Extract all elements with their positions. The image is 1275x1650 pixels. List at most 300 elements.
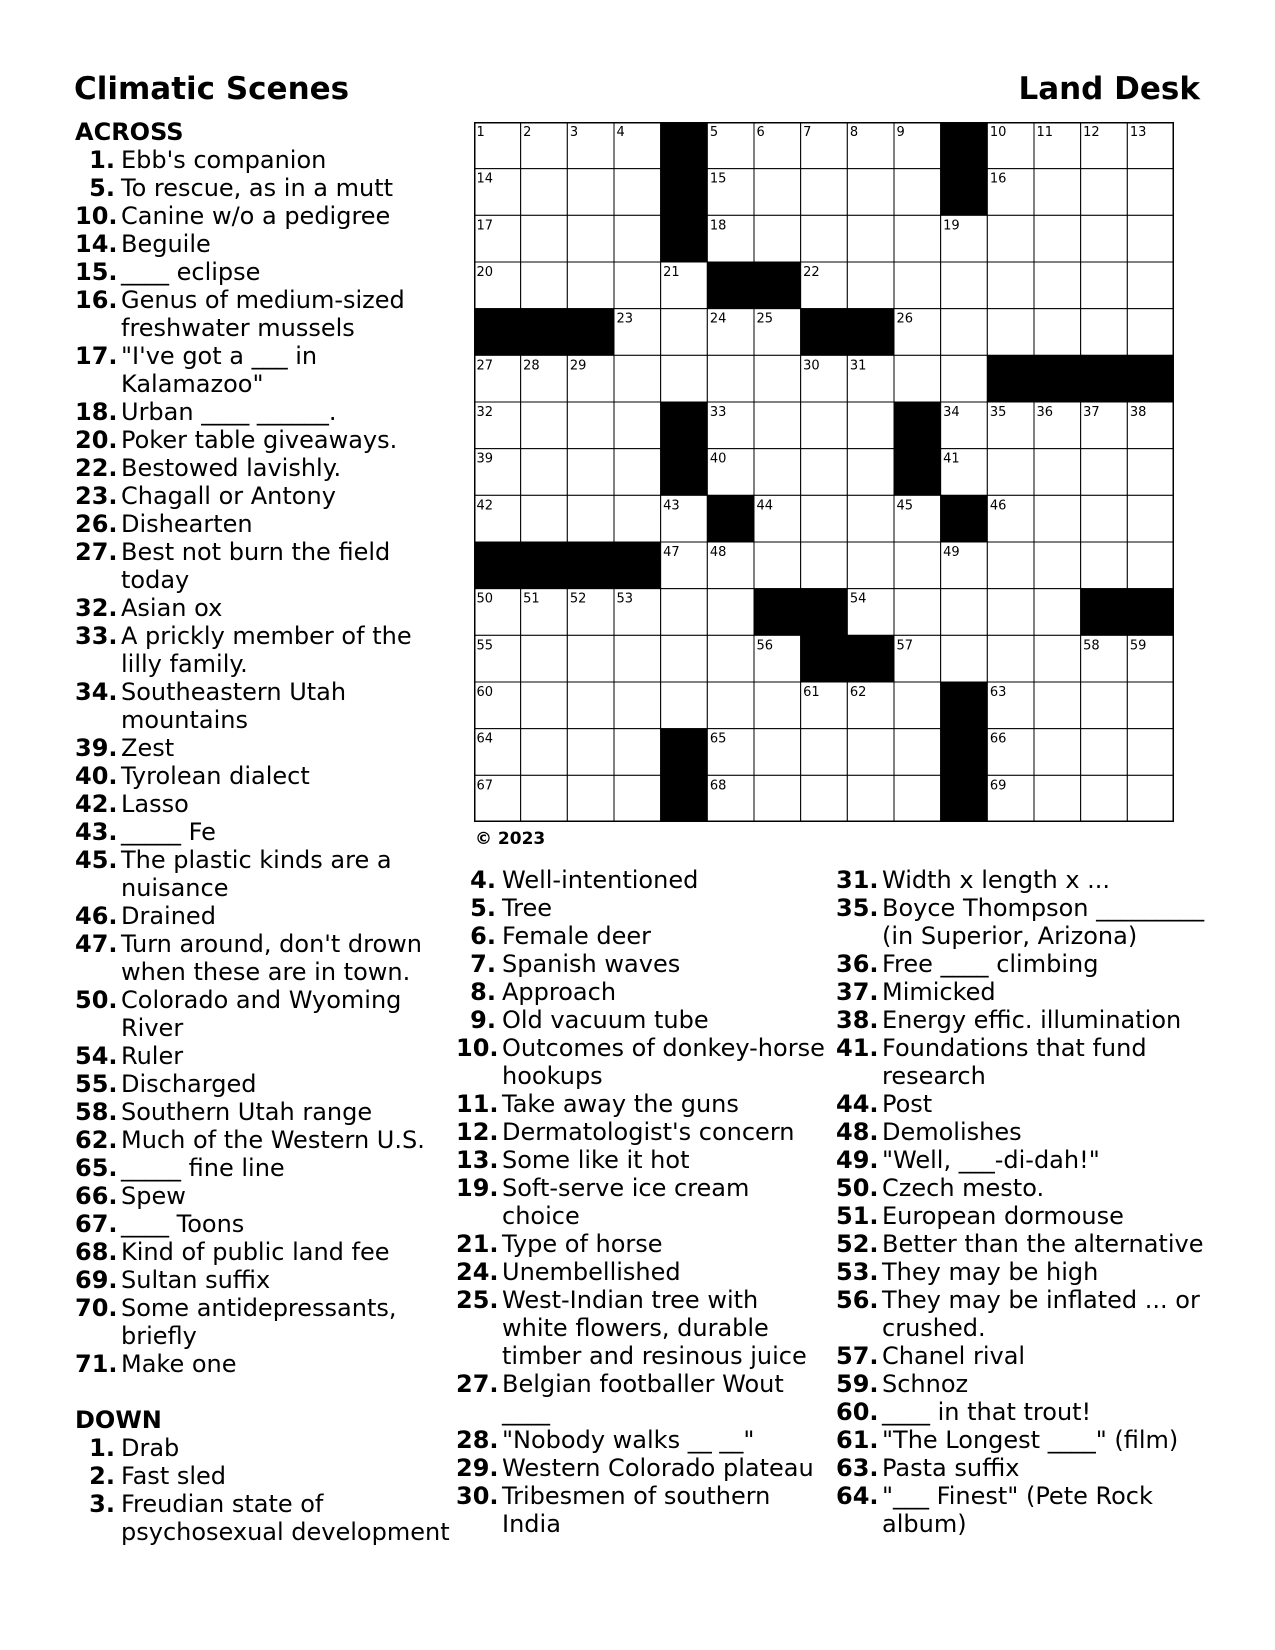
clue-number: 66. [75,1182,118,1210]
across-clue-list [75,146,455,1378]
clue-item[interactable] [75,1294,455,1350]
clue-item[interactable] [75,762,455,790]
grid-cell[interactable] [754,729,801,776]
cell-number: 48 [709,545,727,560]
clue-item[interactable] [836,1230,1216,1258]
clue-item[interactable] [836,1398,1216,1426]
puzzle-title: Climatic Scenes [74,71,350,107]
clue-number: 35. [836,894,879,922]
clue-number: 37. [836,978,879,1006]
clue-item[interactable] [836,866,1216,894]
grid-cell[interactable] [941,262,988,309]
grid-cell[interactable] [1034,169,1081,216]
clue-text: They may be inflated ... or crushed. [882,1286,1200,1342]
clue-item[interactable] [75,902,455,930]
grid-block [847,635,894,682]
grid-cell[interactable] [614,169,661,216]
grid-cell[interactable] [847,495,894,542]
clue-item[interactable] [836,1482,1216,1538]
clue-item[interactable] [75,790,455,818]
clue-item[interactable] [75,734,455,762]
grid-cell[interactable] [987,542,1034,589]
grid-cell[interactable] [754,215,801,262]
grid-cell[interactable] [847,729,894,776]
grid-cell[interactable] [661,635,708,682]
grid-cell[interactable] [521,215,568,262]
clue-item[interactable] [75,454,455,482]
clue-item[interactable] [456,1034,826,1090]
grid-cell[interactable] [614,449,661,496]
grid-cell[interactable] [1127,262,1174,309]
clue-text: ____ eclipse [121,258,261,286]
grid-cell[interactable] [754,402,801,449]
grid-cell[interactable] [894,775,941,822]
grid-cell[interactable] [1081,169,1128,216]
clue-item[interactable] [836,1342,1216,1370]
grid-cell[interactable] [801,169,848,216]
grid-cell[interactable] [521,262,568,309]
grid-cell[interactable] [847,775,894,822]
clue-number: 10. [456,1034,499,1062]
grid-block [707,262,754,309]
grid-cell[interactable] [1127,449,1174,496]
grid-cell[interactable] [754,775,801,822]
clue-text: Energy effic. illumination [882,1006,1182,1034]
clue-item[interactable] [456,866,826,894]
grid-cell[interactable] [987,215,1034,262]
grid-cell[interactable] [1034,262,1081,309]
clue-number: 71. [75,1350,118,1378]
clue-item[interactable] [456,922,826,950]
cell-number: 15 [709,171,727,187]
grid-block [1081,589,1128,636]
grid-block [661,402,708,449]
clue-item[interactable] [836,1034,1216,1090]
grid-cell[interactable] [987,635,1034,682]
grid-cell[interactable] [707,589,754,636]
cell-number: 3 [569,125,579,140]
clue-item[interactable] [836,1286,1216,1342]
grid-cell[interactable] [521,635,568,682]
grid-cell[interactable] [707,355,754,402]
grid-cell[interactable] [614,355,661,402]
clue-item[interactable] [75,482,455,510]
grid-block [941,729,988,776]
clue-item[interactable] [75,1266,455,1294]
cell-number: 64 [476,731,494,747]
clue-item[interactable] [75,1042,455,1070]
clue-item[interactable] [456,1146,826,1174]
grid-cell[interactable] [707,682,754,729]
clue-item[interactable] [456,1286,826,1370]
clue-text: Type of horse [502,1230,663,1258]
clue-number: 34. [75,678,118,706]
cell-number: 21 [663,265,680,280]
grid-block [567,542,614,589]
clue-text: Old vacuum tube [502,1006,709,1034]
clue-item[interactable] [75,1350,455,1378]
grid-cell[interactable] [987,309,1034,356]
clue-item[interactable] [75,1490,455,1546]
grid-cell[interactable] [521,449,568,496]
clue-item[interactable] [836,978,1216,1006]
clue-number: 48. [836,1118,879,1146]
cell-number: 9 [896,125,905,140]
cell-number: 2 [523,125,532,140]
grid-cell[interactable] [1034,449,1081,496]
clue-number: 43. [75,818,118,846]
down-clues-second [456,866,826,1538]
grid-cell[interactable] [567,729,614,776]
grid-cell[interactable] [847,449,894,496]
grid-cell[interactable] [521,682,568,729]
grid-cell[interactable] [941,309,988,356]
grid-cell[interactable] [567,169,614,216]
grid-cell[interactable] [1127,682,1174,729]
clue-item[interactable] [836,894,1216,950]
clue-text: Foundations that fund research [882,1034,1147,1090]
grid-cell[interactable] [1034,775,1081,822]
cell-number: 54 [849,591,867,607]
grid-cell[interactable] [1034,309,1081,356]
grid-cell[interactable] [801,402,848,449]
grid-cell[interactable] [1034,215,1081,262]
cell-number: 12 [1083,125,1100,140]
clue-text: Sultan suffix [121,1266,271,1294]
grid-cell[interactable] [1081,729,1128,776]
grid-cell[interactable] [987,589,1034,636]
clue-number: 7. [470,950,496,978]
cell-number: 31 [849,358,867,374]
clue-item[interactable] [836,1006,1216,1034]
clue-item[interactable] [836,1118,1216,1146]
clue-item[interactable] [456,1174,826,1230]
grid-cell[interactable] [567,635,614,682]
clue-item[interactable] [456,1482,826,1538]
clue-number: 1. [89,1434,115,1462]
clue-item[interactable] [456,978,826,1006]
cell-number: 38 [1129,405,1147,420]
clue-item[interactable] [75,538,455,594]
grid-cell[interactable] [1034,729,1081,776]
clue-number: 68. [75,1238,118,1266]
clue-item[interactable] [75,398,455,426]
clue-item[interactable] [75,202,455,230]
grid-block [941,775,988,822]
grid-cell[interactable] [661,682,708,729]
cell-number: 8 [849,125,859,140]
clue-text: They may be high [882,1258,1099,1286]
clue-text: Post [882,1090,933,1118]
clue-item[interactable] [75,146,455,174]
grid-cell[interactable] [567,262,614,309]
clue-item[interactable] [456,1090,826,1118]
clue-text: Belgian footballer Wout ____ [502,1370,784,1426]
grid-cell[interactable] [521,775,568,822]
grid-cell[interactable] [894,262,941,309]
grid-cell[interactable] [894,682,941,729]
grid-cell[interactable] [614,495,661,542]
grid-block [941,495,988,542]
grid-cell[interactable] [1034,682,1081,729]
clue-item[interactable] [75,342,455,398]
grid-block [1034,355,1081,402]
down-clue-list-1 [75,1434,455,1546]
grid-cell[interactable] [614,682,661,729]
clue-number: 67. [75,1210,118,1238]
grid-cell[interactable] [1081,682,1128,729]
grid-block [474,542,521,589]
grid-block [801,309,848,356]
cell-number: 35 [989,405,1007,420]
grid-cell[interactable] [1127,729,1174,776]
grid-block [661,729,708,776]
grid-cell[interactable] [614,635,661,682]
grid-cell[interactable] [1081,449,1128,496]
grid-block [941,682,988,729]
clue-item[interactable] [75,258,455,286]
grid-cell[interactable] [707,635,754,682]
clue-item[interactable] [75,1210,455,1238]
clue-item[interactable] [75,426,455,454]
clue-item[interactable] [456,1258,826,1286]
cell-number: 36 [1036,405,1054,420]
grid-cell[interactable] [614,402,661,449]
grid-cell[interactable] [1127,215,1174,262]
clue-number: 64. [836,1482,879,1510]
grid-cell[interactable] [894,589,941,636]
grid-cell[interactable] [614,775,661,822]
clue-text: Canine w/o a pedigree [121,202,391,230]
clue-item[interactable] [75,1154,455,1182]
clue-text: Beguile [121,230,211,258]
clue-item[interactable] [75,1434,455,1462]
clue-item[interactable] [75,594,455,622]
grid-cell[interactable] [801,215,848,262]
grid-cell[interactable] [1081,542,1128,589]
clue-item[interactable] [836,1370,1216,1398]
clue-number: 42. [75,790,118,818]
grid-cell[interactable] [1081,495,1128,542]
grid-cell[interactable] [847,262,894,309]
grid-cell[interactable] [754,169,801,216]
clue-item[interactable] [456,1370,826,1426]
cell-number: 61 [803,685,820,700]
grid-cell[interactable] [614,729,661,776]
clue-item[interactable] [75,818,455,846]
grid-cell[interactable] [1034,495,1081,542]
grid-cell[interactable] [801,495,848,542]
clue-item[interactable] [456,1118,826,1146]
clue-number: 50. [75,986,118,1014]
grid-cell[interactable] [894,542,941,589]
clue-text: A prickly member of the lilly family. [121,622,412,678]
clue-item[interactable] [75,1126,455,1154]
clue-number: 11. [456,1090,499,1118]
clue-item[interactable] [75,510,455,538]
clue-item[interactable] [75,1070,455,1098]
grid-cell[interactable] [1034,635,1081,682]
clue-number: 32. [75,594,118,622]
grid-cell[interactable] [567,682,614,729]
grid-cell[interactable] [661,355,708,402]
clue-number: 29. [456,1454,499,1482]
grid-cell[interactable] [521,729,568,776]
clue-item[interactable] [75,1098,455,1126]
grid-cell[interactable] [1034,589,1081,636]
down-clue-list-3 [836,866,1216,1538]
grid-cell[interactable] [894,729,941,776]
clue-text: Approach [502,978,617,1006]
clue-number: 47. [75,930,118,958]
grid-cell[interactable] [847,402,894,449]
grid-cell[interactable] [614,262,661,309]
grid-cell[interactable] [801,542,848,589]
grid-cell[interactable] [661,589,708,636]
clue-number: 1. [89,146,115,174]
grid-cell[interactable] [614,215,661,262]
clue-item[interactable] [75,286,455,342]
grid-cell[interactable] [567,449,614,496]
clue-number: 20. [75,426,118,454]
grid-block [754,589,801,636]
clue-text: ____ Toons [121,1210,245,1238]
clue-item[interactable] [836,1202,1216,1230]
cell-number: 11 [1036,125,1054,140]
grid-cell[interactable] [567,495,614,542]
clue-number: 62. [75,1126,118,1154]
grid-cell[interactable] [521,495,568,542]
grid-cell[interactable] [941,355,988,402]
clue-text: Pasta suffix [882,1454,1020,1482]
grid-cell[interactable] [1127,169,1174,216]
clue-number: 2. [89,1462,115,1490]
clue-item[interactable] [456,894,826,922]
grid-cell[interactable] [894,215,941,262]
clue-text: Demolishes [882,1118,1022,1146]
grid-cell[interactable] [754,449,801,496]
cell-number: 27 [476,358,494,374]
clue-item[interactable] [456,1454,826,1482]
grid-block [801,635,848,682]
grid-cell[interactable] [1081,262,1128,309]
clue-item[interactable] [836,1146,1216,1174]
grid-block [661,449,708,496]
clue-item[interactable] [836,1090,1216,1118]
clue-item[interactable] [75,230,455,258]
clue-number: 44. [836,1090,879,1118]
clue-item[interactable] [75,1462,455,1490]
grid-block [474,309,521,356]
grid-block [941,122,988,169]
grid-cell[interactable] [521,402,568,449]
clue-item[interactable] [456,950,826,978]
cell-number: 1 [476,125,485,140]
grid-cell[interactable] [1081,309,1128,356]
clue-text: The plastic kinds are a nuisance [121,846,392,902]
grid-cell[interactable] [1127,309,1174,356]
clue-number: 9. [470,1006,496,1034]
grid-cell[interactable] [567,402,614,449]
clue-item[interactable] [75,622,455,678]
grid-cell[interactable] [941,589,988,636]
grid-cell[interactable] [847,169,894,216]
clue-number: 16. [75,286,118,314]
cell-number: 33 [709,405,727,420]
grid-cell[interactable] [1127,542,1174,589]
grid-cell[interactable] [567,775,614,822]
grid-cell[interactable] [847,542,894,589]
clue-item[interactable] [836,1258,1216,1286]
grid-cell[interactable] [801,775,848,822]
clue-item[interactable] [836,1426,1216,1454]
clue-item[interactable] [75,846,455,902]
clue-item[interactable] [75,174,455,202]
grid-cell[interactable] [521,169,568,216]
cell-number: 46 [989,498,1007,514]
clue-text: Chagall or Antony [121,482,336,510]
grid-cell[interactable] [801,729,848,776]
grid-cell[interactable] [894,169,941,216]
clue-text: Free ____ climbing [882,950,1099,978]
clue-item[interactable] [75,1182,455,1210]
clue-number: 28. [456,1426,499,1454]
grid-cell[interactable] [987,262,1034,309]
clue-number: 41. [836,1034,879,1062]
across-heading: ACROSS [75,118,184,146]
clue-number: 39. [75,734,118,762]
grid-cell[interactable] [754,355,801,402]
grid-cell[interactable] [894,355,941,402]
clue-item[interactable] [75,1238,455,1266]
grid-cell[interactable] [847,215,894,262]
clue-item[interactable] [456,1426,826,1454]
crossword-grid[interactable] [474,122,1174,822]
grid-cell[interactable] [987,449,1034,496]
clue-text: Urban ____ ______. [121,398,337,426]
cell-number: 50 [476,591,494,607]
grid-cell[interactable] [1081,775,1128,822]
cell-number: 37 [1083,405,1100,420]
clue-item[interactable] [456,1230,826,1258]
clue-item[interactable] [836,1454,1216,1482]
grid-cell[interactable] [754,542,801,589]
grid-cell[interactable] [801,449,848,496]
clue-item[interactable] [75,986,455,1042]
cell-number: 41 [943,451,960,467]
clue-item[interactable] [75,930,455,986]
clue-item[interactable] [836,950,1216,978]
clue-number: 45. [75,846,118,874]
cell-number: 52 [569,591,587,607]
grid-cell[interactable] [1127,775,1174,822]
clue-item[interactable] [75,678,455,734]
cell-number: 19 [943,218,960,234]
grid-cell[interactable] [1034,542,1081,589]
cell-number: 18 [709,218,727,234]
grid-cell[interactable] [661,309,708,356]
down-heading: DOWN [75,1406,162,1434]
clue-item[interactable] [836,1174,1216,1202]
grid-cell[interactable] [754,682,801,729]
clue-item[interactable] [456,1006,826,1034]
cell-number: 56 [756,638,774,654]
grid-cell[interactable] [1127,495,1174,542]
grid-cell[interactable] [567,215,614,262]
grid-cell[interactable] [1081,215,1128,262]
grid-cell[interactable] [941,635,988,682]
clue-number: 55. [75,1070,118,1098]
